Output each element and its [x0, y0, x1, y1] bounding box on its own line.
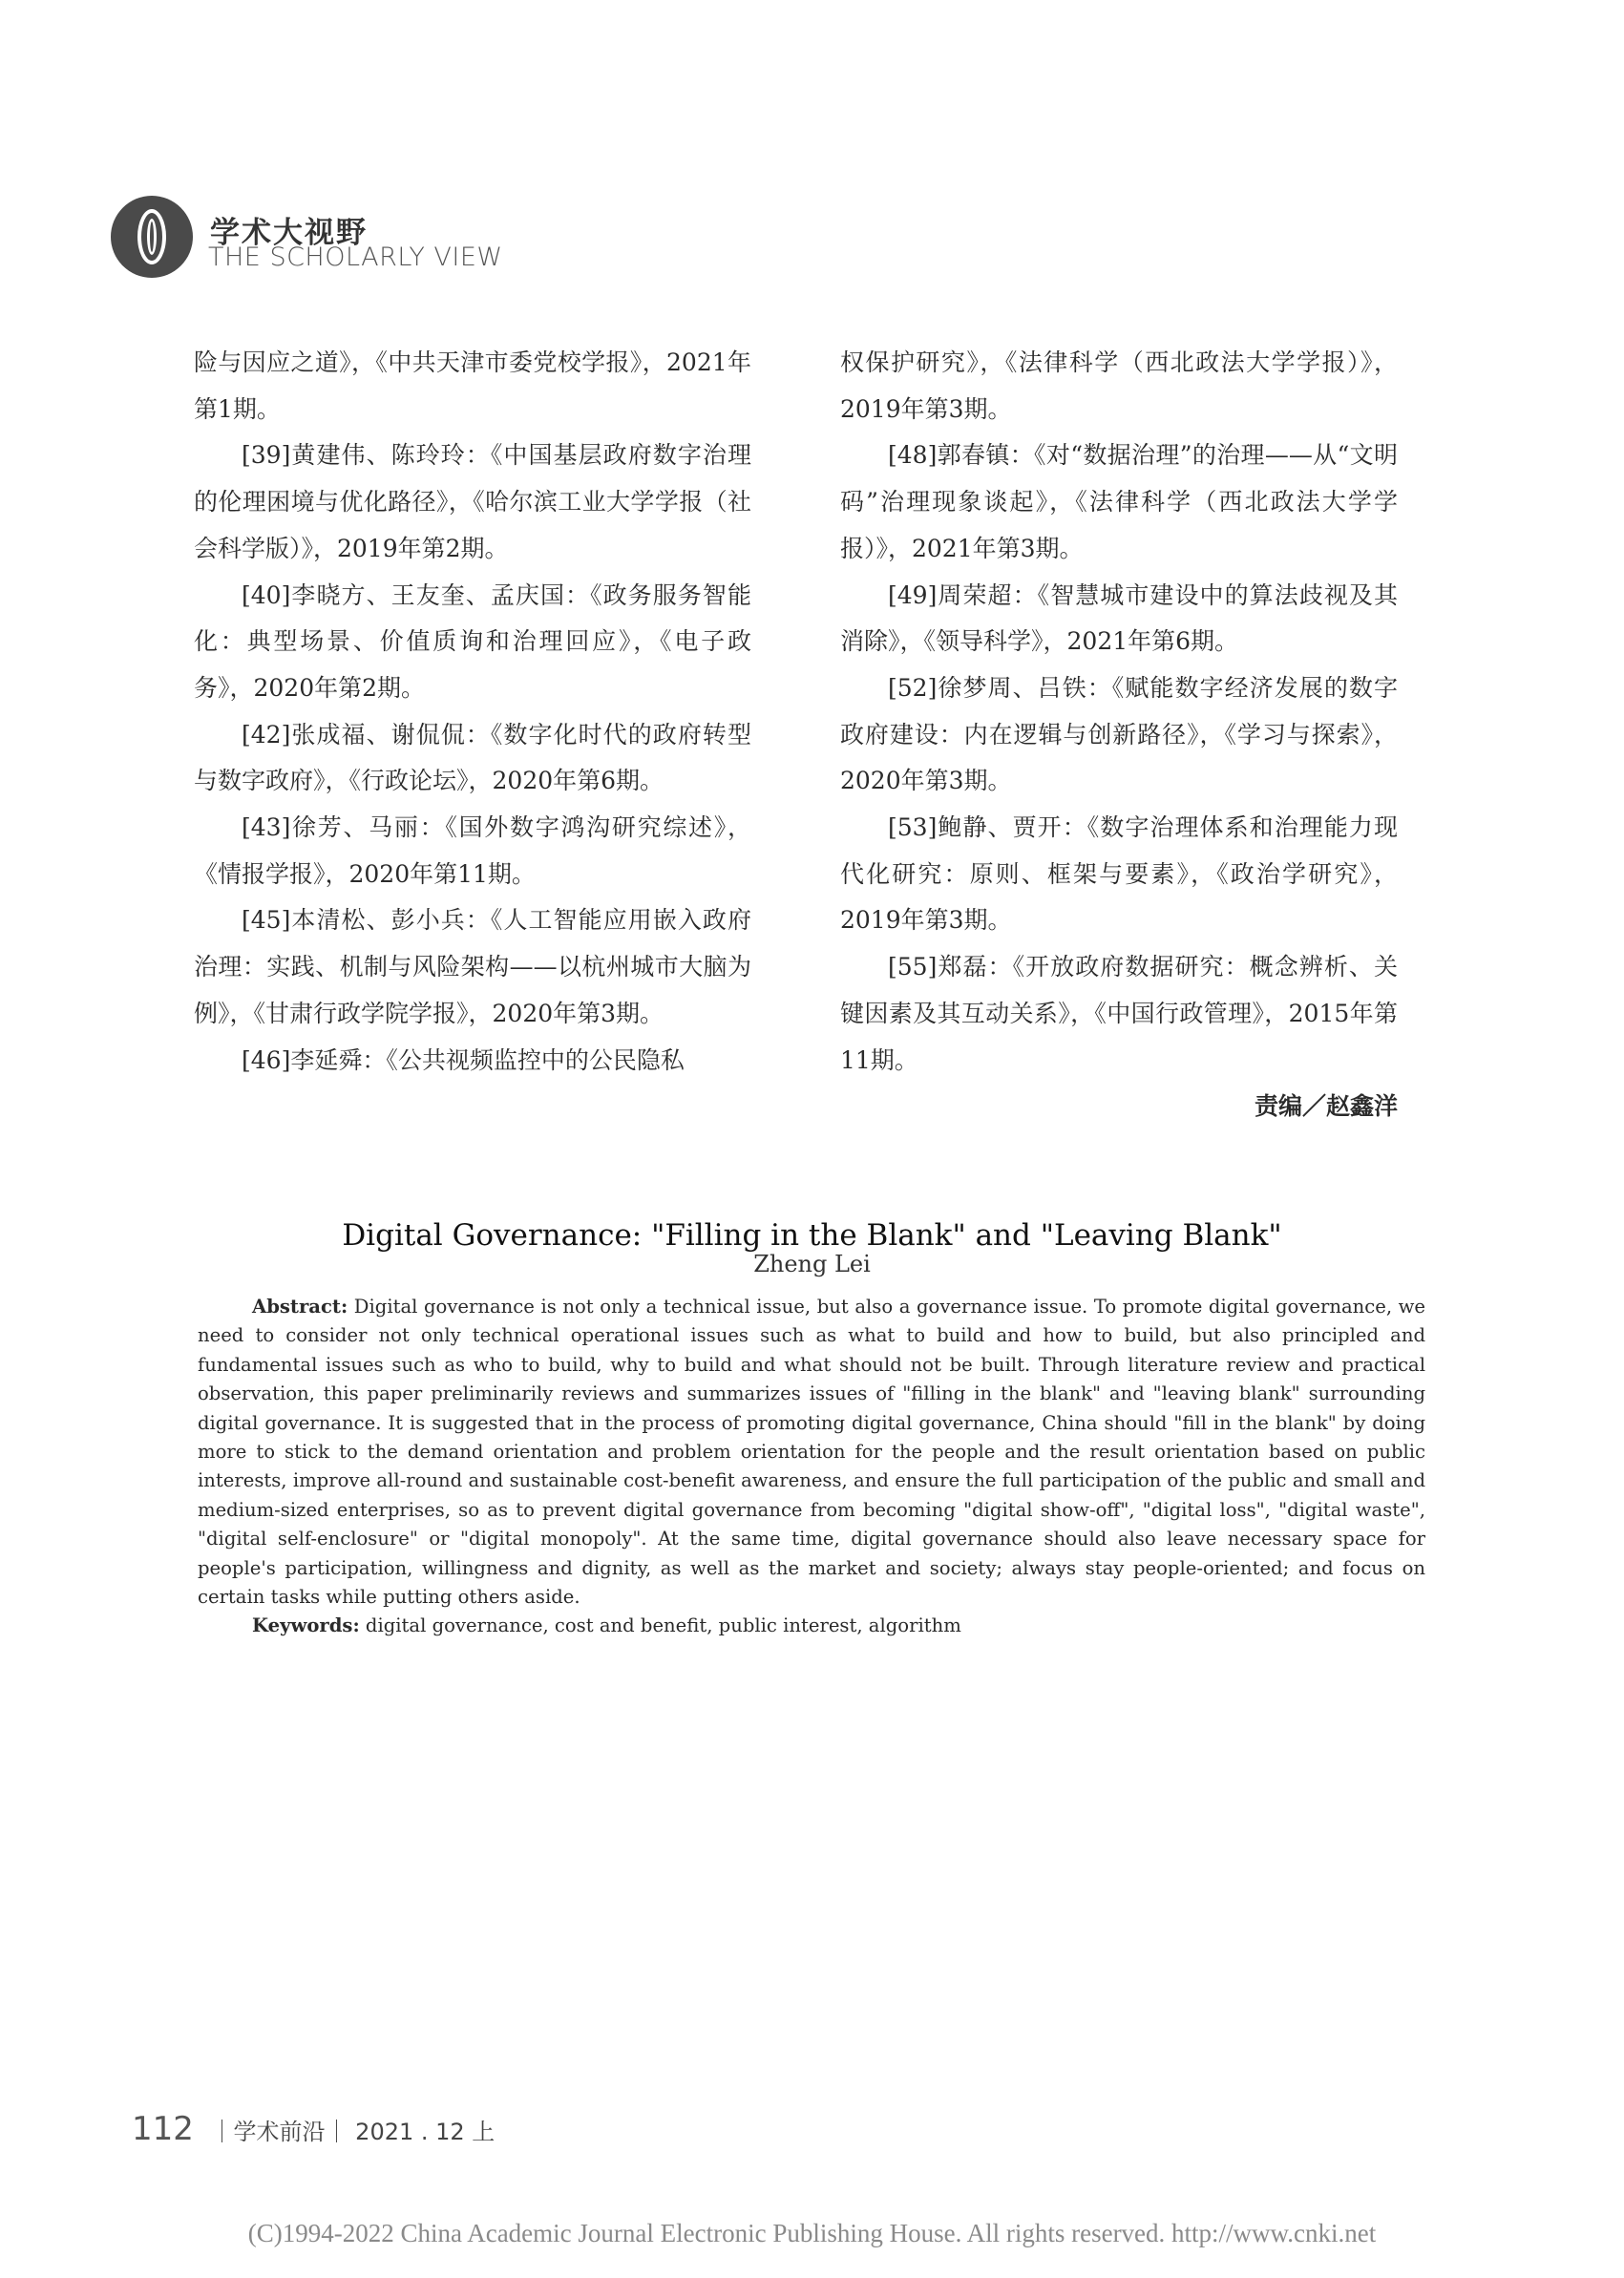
- reference-item: [48]郭春镇：《对“数据治理”的治理——从“文明码”治理现象谈起》，《法律科学（西北政法大学学报）》，2021年第3期。: [840, 441, 1398, 562]
- abstract-paragraph: [198, 1293, 1425, 1612]
- journal-logo: [111, 196, 193, 278]
- responsible-editor: 责编／赵鑫洋: [1254, 1092, 1398, 1121]
- reference-item: [53]鲍静、贾开：《数字治理体系和治理能力现代化研究：原则、框架与要素》，《政治学研究》，2019年第3期。: [840, 813, 1398, 935]
- reference-item: [42]张成福、谢侃侃：《数字化时代的政府转型与数字政府》，《行政论坛》，2020年第6期。: [194, 720, 751, 795]
- references-right-column: [840, 340, 1398, 1130]
- english-title: Digital Governance: "Filling in the Blank" and "Leaving Blank": [342, 1218, 1282, 1253]
- english-author: Zheng Lei: [753, 1251, 871, 1277]
- reference-item: [40]李晓方、王友奎、孟庆国：《政务服务智能化：典型场景、价值质询和治理回应》，《电子政务》，2020年第2期。: [194, 580, 751, 702]
- brand-title-cn: 学术大视野: [210, 216, 368, 250]
- abstract-text: Digital governance is not only a technical issue, but also a governance issue. To promote digital governance, we need to consider not only technical operational issues such as what to build and how to build, but also principled and fundamental issues such as who to build, why to build and what should not be built. Through literature review and practical observation, this paper preliminarily reviews and summarizes issues of "filling in the blank" and "leaving blank" surrounding digital governance. It is suggested that in the process of promoting digital governance, China should "fill in the blank" by doing more to stick to the demand orientation and problem orientation for the people and the result orientation based on public interests, improve all-round and sustainable cost-benefit awareness, and ensure the full participation of the public and small and medium-sized enterprises, so as to prevent digital governance from becoming "digital show-off", "digital loss", "digital waste", "digital self-enclosure" or "digital monopoly". At the same time, digital governance should also leave necessary space for people's participation, willingness and dignity, as well as the market and society; always stay people-oriented; and focus on certain tasks while putting others aside.: [198, 1296, 1425, 1609]
- reference-item: [46]李延舜：《公共视频监控中的公民隐私: [242, 1045, 685, 1074]
- keywords-text: digital governance, cost and benefit, public interest, algorithm: [359, 1614, 961, 1637]
- references-left-column: [194, 340, 751, 1084]
- keywords-label: Keywords:: [252, 1614, 360, 1637]
- abstract-label: Abstract:: [252, 1296, 348, 1318]
- reference-item: [49]周荣超：《智慧城市建设中的算法歧视及其消除》，《领导科学》，2021年第6期。: [840, 580, 1398, 656]
- reference-item: [43]徐芳、马丽：《国外数字鸿沟研究综述》，《情报学报》，2020年第11期。: [194, 813, 751, 888]
- reference-item: [55]郑磊：《开放政府数据研究：概念辨析、关键因素及其互动关系》，《中国行政管理》，2015年第11期。: [840, 953, 1398, 1074]
- reference-item: 权保护研究》，《法律科学（西北政法大学学报）》，2019年第3期。: [840, 348, 1398, 423]
- page-footer: [132, 2110, 495, 2148]
- brand-title-en: THE SCHOLARLY VIEW: [208, 243, 503, 272]
- reference-item: [39]黄建伟、陈玲玲：《中国基层政府数字治理的伦理困境与优化路径》，《哈尔滨工业大学学报（社会科学版）》，2019年第2期。: [194, 441, 751, 562]
- keywords-paragraph: [198, 1612, 1425, 1640]
- journal-issue: ｜学术前沿｜ 2021 . 12 上: [210, 2119, 496, 2145]
- reference-item: [45]本清松、彭小兵：《人工智能应用嵌入政府治理：实践、机制与风险架构——以杭州城市大脑为例》，《甘肃行政学院学报》，2020年第3期。: [194, 906, 751, 1027]
- english-abstract: [198, 1293, 1425, 1641]
- reference-item: [52]徐梦周、吕铁：《赋能数字经济发展的数字政府建设：内在逻辑与创新路径》，《学习与探索》，2020年第3期。: [840, 673, 1398, 795]
- reference-item: 险与因应之道》，《中共天津市委党校学报》，2021年第1期。: [194, 348, 751, 423]
- page-number: 112: [132, 2110, 194, 2148]
- copyright-notice: (C)1994-2022 China Academic Journal Electronic Publishing House. All rights reserved. http://www.cnki.net: [247, 2219, 1377, 2247]
- logo-ring-inner: [147, 219, 157, 255]
